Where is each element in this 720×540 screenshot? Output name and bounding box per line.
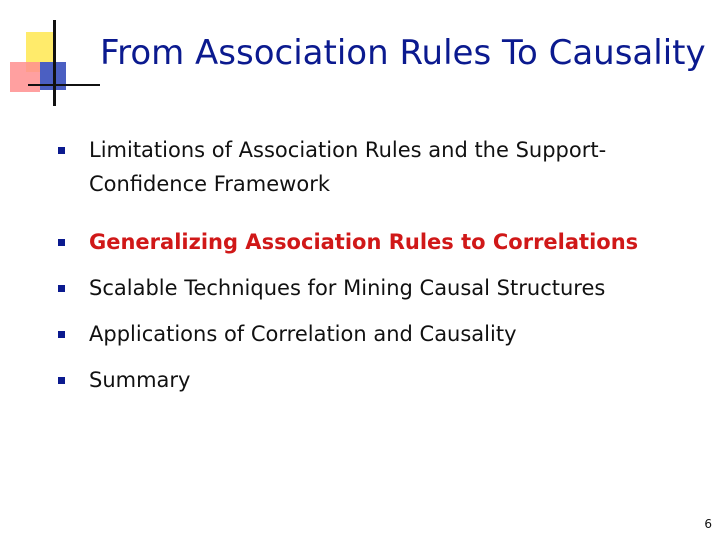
bullet-square-icon [58, 331, 65, 338]
corner-logo-icon [0, 0, 110, 110]
bullet-square-icon [58, 377, 65, 384]
logo-vertical-line [53, 20, 56, 106]
bullet-text: Generalizing Association Rules to Correlations [89, 230, 639, 254]
bullet-text: Scalable Techniques for Mining Causal Structures [89, 276, 606, 300]
bullet-item [56, 363, 676, 397]
bullet-item [56, 317, 676, 351]
logo-horizontal-line [28, 84, 100, 86]
slide-title: From Association Rules To Causality [100, 33, 706, 73]
bullet-square-icon [58, 239, 65, 246]
bullet-text: Summary [89, 368, 191, 392]
bullet-item [56, 271, 676, 305]
logo-red-square [10, 62, 40, 92]
bullet-text: Applications of Correlation and Causality [89, 322, 517, 346]
page-number: 6 [704, 517, 712, 531]
bullet-square-icon [58, 147, 65, 154]
bullet-item-highlighted [56, 225, 676, 259]
bullet-square-icon [58, 285, 65, 292]
bullet-list [56, 133, 676, 397]
bullet-item [56, 133, 676, 201]
bullet-text: Limitations of Association Rules and the Support-Confidence Framework [89, 138, 607, 196]
